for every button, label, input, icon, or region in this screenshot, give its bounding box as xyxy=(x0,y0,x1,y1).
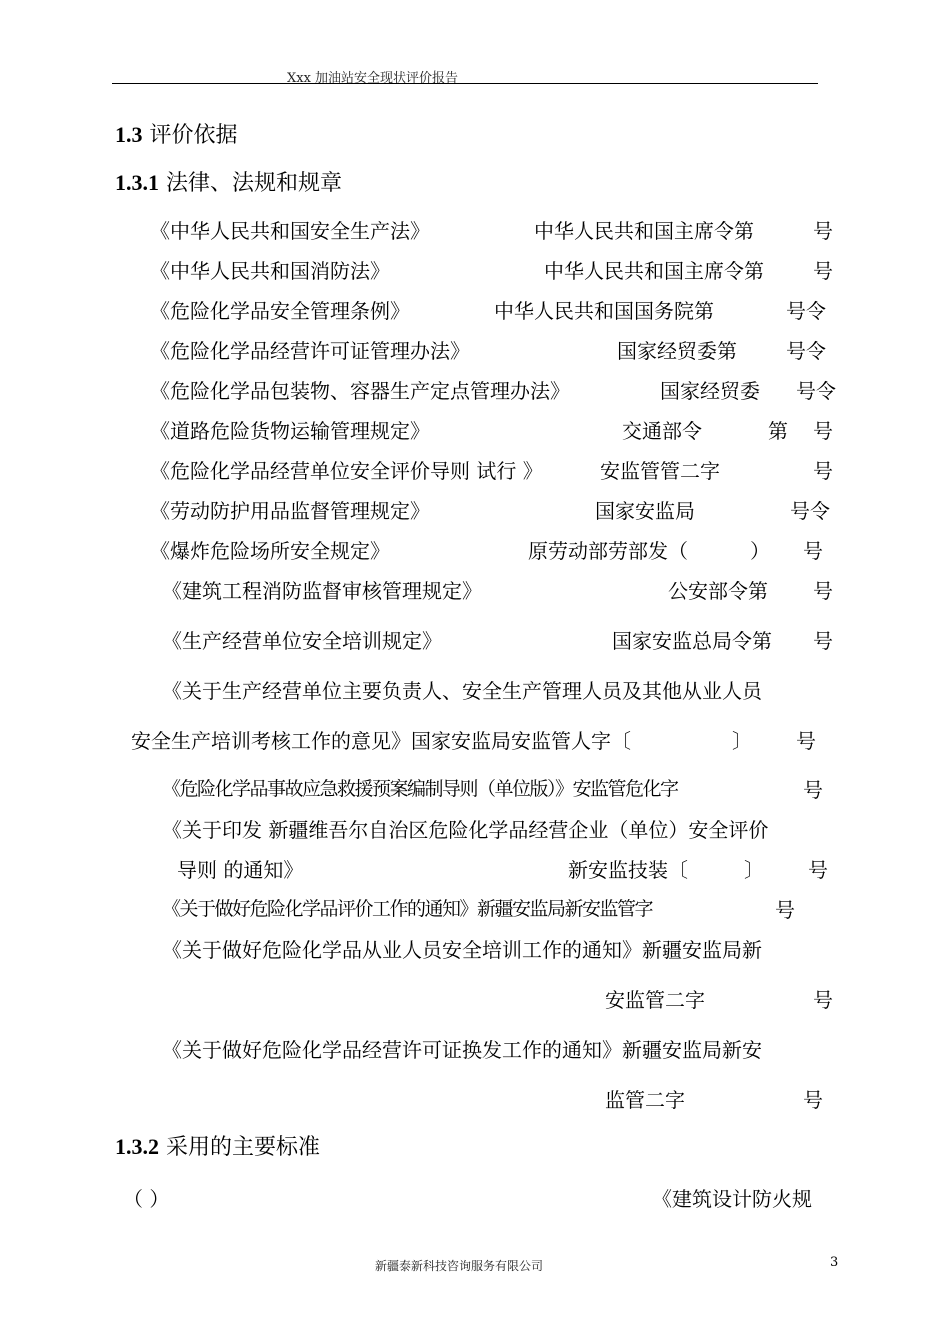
footer-company: 新疆泰新科技咨询服务有限公司 xyxy=(375,1259,544,1273)
law-name-cont: 导则 的通知》 xyxy=(177,858,304,882)
law-number: 号 xyxy=(813,579,833,603)
law-name: 《危险化学品事故应急救援预案编制导则（单位版）》安监管危化字 xyxy=(162,778,678,800)
law-name: 《建筑工程消防监督审核管理规定》 xyxy=(162,579,482,603)
law-name: 《关于做好危险化学品评价工作的通知》新疆安监局新安监管字 xyxy=(162,898,653,920)
law-name: 《爆炸危险场所安全规定》 xyxy=(150,539,390,563)
law-number: 号 xyxy=(813,219,833,243)
law-paren-close: ） xyxy=(750,539,770,563)
law-name: 《关于做好危险化学品从业人员安全培训工作的通知》新疆安监局新 xyxy=(162,938,762,962)
header-rule xyxy=(112,83,818,84)
law-name-cont: 安全生产培训考核工作的意见》国家安监局安监管人字〔 xyxy=(131,729,631,753)
law-article: 第 xyxy=(768,419,788,443)
law-number: 号令 xyxy=(790,499,830,523)
heading-number: 1.3.2 xyxy=(115,1134,159,1159)
law-issuer: 中华人民共和国国务院第 xyxy=(494,299,714,323)
law-issuer: 新安监技装〔 xyxy=(568,858,688,882)
law-number: 号 xyxy=(813,988,833,1012)
heading-text: 评价依据 xyxy=(142,123,238,148)
law-number: 号 xyxy=(813,459,833,483)
law-number: 号 xyxy=(796,729,816,753)
heading-number: 1.3.1 xyxy=(115,170,159,195)
law-number: 号 xyxy=(813,629,833,653)
law-number: 号 xyxy=(803,1088,823,1112)
law-number: 号令 xyxy=(786,299,826,323)
law-issuer: 交通部令 xyxy=(622,419,702,443)
law-issuer: 国家经贸委 xyxy=(660,379,760,403)
standard-name: 《建筑设计防火规 xyxy=(652,1187,812,1211)
law-name: 《道路危险货物运输管理规定》 xyxy=(150,419,430,443)
page-header-title: Xxx 加油站安全现状评价报告 xyxy=(287,71,459,86)
law-number: 号 xyxy=(808,858,828,882)
heading-number: 1.3 xyxy=(115,122,143,147)
law-number: 号 xyxy=(813,419,833,443)
heading-1-3-2 xyxy=(115,1130,320,1161)
law-name: 《关于印发 新疆维吾尔自治区危险化学品经营企业（单位）安全评价 xyxy=(162,818,769,842)
law-number: 号 xyxy=(775,898,795,922)
heading-text: 采用的主要标准 xyxy=(159,1135,320,1160)
law-name: 《危险化学品经营单位安全评价导则 试行 》 xyxy=(150,459,543,483)
law-name: 《劳动防护用品监督管理规定》 xyxy=(150,499,430,523)
law-issuer: 公安部令第 xyxy=(668,579,768,603)
law-name: 《危险化学品包装物、容器生产定点管理办法》 xyxy=(150,379,570,403)
law-issuer: 原劳动部劳部发（ xyxy=(528,539,688,563)
law-name: 《危险化学品安全管理条例》 xyxy=(150,299,410,323)
law-number: 号 xyxy=(803,539,823,563)
law-issuer: 监管二字 xyxy=(605,1088,685,1112)
law-name: 《危险化学品经营许可证管理办法》 xyxy=(150,339,470,363)
heading-1-3-1 xyxy=(115,166,342,197)
law-issuer: 安监管二字 xyxy=(605,988,705,1012)
law-issuer: 国家经贸委第 xyxy=(617,339,737,363)
law-name: 《中华人民共和国安全生产法》 xyxy=(150,219,430,243)
standard-code: （ ） xyxy=(123,1187,170,1211)
law-number: 号 xyxy=(803,778,823,802)
law-issuer: 安监管管二字 xyxy=(600,459,720,483)
heading-1-3 xyxy=(115,118,238,149)
law-name: 《生产经营单位安全培训规定》 xyxy=(162,629,442,653)
law-number: 号 xyxy=(813,259,833,283)
heading-text: 法律、法规和规章 xyxy=(159,171,342,196)
law-name: 《关于生产经营单位主要负责人、安全生产管理人员及其他从业人员 xyxy=(162,679,762,703)
law-name: 《关于做好危险化学品经营许可证换发工作的通知》新疆安监局新安 xyxy=(162,1038,762,1062)
law-number: 号令 xyxy=(796,379,836,403)
law-issuer: 国家安监总局令第 xyxy=(612,629,772,653)
law-bracket-close: 〕 xyxy=(744,858,764,882)
page-number: 3 xyxy=(830,1255,839,1270)
law-number: 号令 xyxy=(786,339,826,363)
law-bracket-close: 〕 xyxy=(732,729,752,753)
law-issuer: 中华人民共和国主席令第 xyxy=(544,259,764,283)
law-issuer: 中华人民共和国主席令第 xyxy=(534,219,754,243)
law-issuer: 国家安监局 xyxy=(595,499,695,523)
law-name: 《中华人民共和国消防法》 xyxy=(150,259,390,283)
